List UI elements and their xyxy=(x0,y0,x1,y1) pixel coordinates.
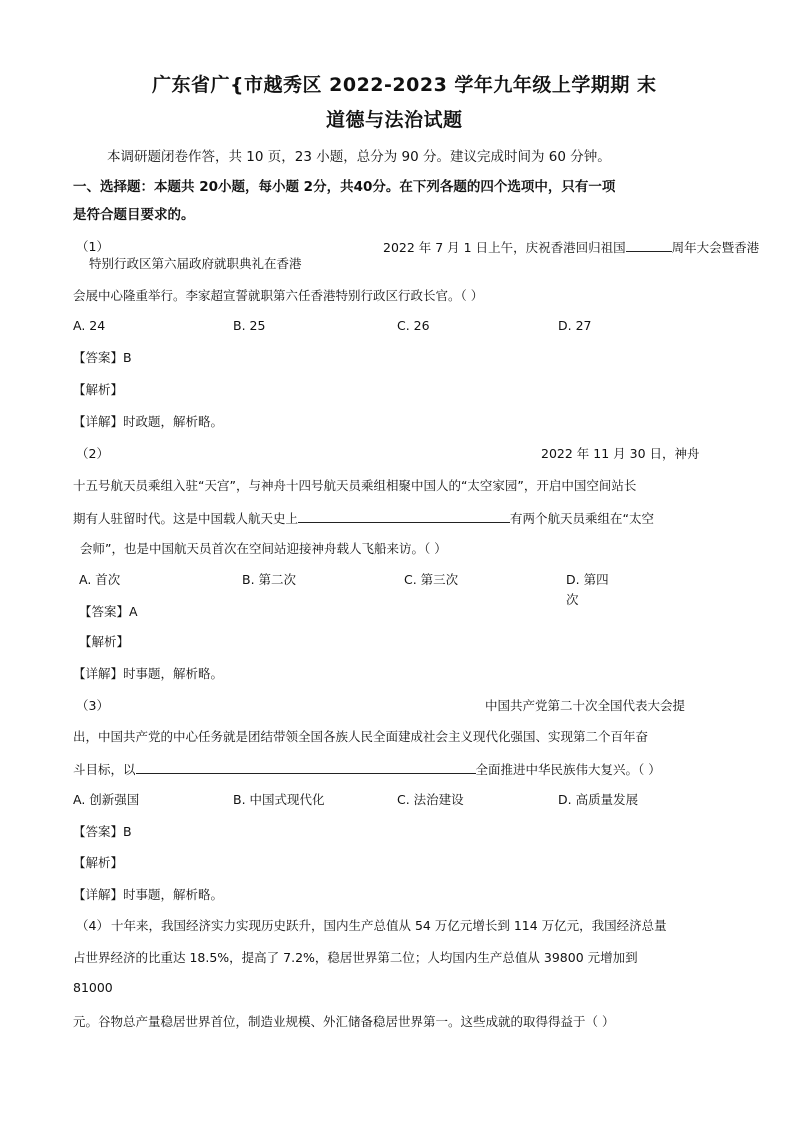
detail-explanation: 【详解】时政题，解析略。 xyxy=(73,414,224,429)
question-stem-part: 期有人驻留时代。这是中国载人航天史上 xyxy=(73,511,299,526)
question-stem-line: 中国共产党第二十次全国代表大会提 xyxy=(485,698,686,713)
option-a: A. 24 xyxy=(73,318,106,333)
analysis-label: 【解析】 xyxy=(79,634,130,649)
document-title-line1: 广东省广{市越秀区 2022-2023 学年九年级上学期期 末 xyxy=(152,74,657,96)
option-b: B. 第二次 xyxy=(242,572,297,587)
analysis-label: 【解析】 xyxy=(73,855,124,870)
option-a: A. 首次 xyxy=(79,572,121,587)
option-d: D. 高质量发展 xyxy=(558,792,639,807)
fill-blank xyxy=(626,237,672,252)
fill-blank xyxy=(298,508,510,523)
question-stem-line: 十五号航天员乘组入驻“天宫”，与神舟十四号航天员乘组相聚中国人的“太空家园”，开启中国空间站长 xyxy=(73,478,637,493)
question-stem-part: 周年大会暨香港 xyxy=(671,240,760,255)
answer: 【答案】B xyxy=(73,350,132,365)
question-stem xyxy=(383,237,759,256)
answer: 【答案】B xyxy=(73,824,132,839)
question-stem-part: 有两个航天员乘组在“太空 xyxy=(510,511,654,526)
document-title-line2: 道德与法治试题 xyxy=(326,109,463,131)
option-d-wrap: 次 xyxy=(566,592,579,607)
option-d: D. 第四 xyxy=(566,572,609,587)
analysis-label: 【解析】 xyxy=(73,382,124,397)
section-heading-line2: 是符合题目要求的。 xyxy=(73,207,195,223)
detail-explanation: 【详解】时事题，解析略。 xyxy=(73,887,224,902)
answer: 【答案】A xyxy=(79,604,138,619)
option-b: B. 25 xyxy=(233,318,266,333)
question-stem-line: 占世界经济的比重达 18.5%，提高了 7.2%，稳居世界第二位；人均国内生产总值从 39800 元增加到 xyxy=(73,950,638,965)
option-c: C. 法治建设 xyxy=(397,792,464,807)
question-number: （3） xyxy=(76,698,109,713)
question-stem-line: 十年来，我国经济实力实现历史跃升，国内生产总值从 54 万亿元增长到 114 万亿元，我国经济总量 xyxy=(111,918,667,933)
option-a: A. 创新强国 xyxy=(73,792,140,807)
question-stem-line xyxy=(73,759,661,778)
question-stem-line: 出，中国共产党的中心任务就是团结带领全国各族人民全面建成社会主义现代化强国、实现第二个百年奋 xyxy=(73,729,649,744)
fill-blank xyxy=(136,759,476,774)
option-b: B. 中国式现代化 xyxy=(233,792,325,807)
option-c: C. 第三次 xyxy=(404,572,459,587)
exam-instructions: 本调研题闭卷作答，共 10 页，23 小题，总分为 90 分。建议完成时间为 60 分钟。 xyxy=(107,149,611,165)
question-stem-line: 81000 xyxy=(73,980,113,995)
option-c: C. 26 xyxy=(397,318,430,333)
question-stem-line: 特别行政区第六届政府就职典礼在香港 xyxy=(89,256,302,271)
question-stem-part: 斗目标，以 xyxy=(73,762,136,777)
question-stem-line: 会师”，也是中国航天员首次在空间站迎接神舟载人飞船来访。（ ） xyxy=(80,541,447,556)
question-number: （1） xyxy=(76,239,109,254)
question-stem-line: 2022 年 11 月 30 日，神舟 xyxy=(541,446,700,461)
option-d: D. 27 xyxy=(558,318,592,333)
detail-explanation: 【详解】时事题，解析略。 xyxy=(73,666,224,681)
question-stem-part: 全面推进中华民族伟大复兴。（ ） xyxy=(475,762,661,777)
question-stem-line: 会展中心隆重举行。李家超宣誓就职第六任香港特别行政区行政长官。（ ） xyxy=(73,288,484,303)
question-stem-line: 元。谷物总产量稳居世界首位，制造业规模、外汇储备稳居世界第一。这些成就的取得得益于（ ） xyxy=(73,1014,615,1029)
question-number: （4） xyxy=(76,918,109,933)
question-stem-line xyxy=(73,508,654,527)
question-number: （2） xyxy=(76,446,109,461)
section-heading-line1: 一、选择题：本题共 20小题，每小题 2分，共40分。在下列各题的四个选项中，只有一项 xyxy=(73,179,616,195)
question-stem-part: 2022 年 7 月 1 日上午，庆祝香港回归祖国 xyxy=(383,240,626,255)
